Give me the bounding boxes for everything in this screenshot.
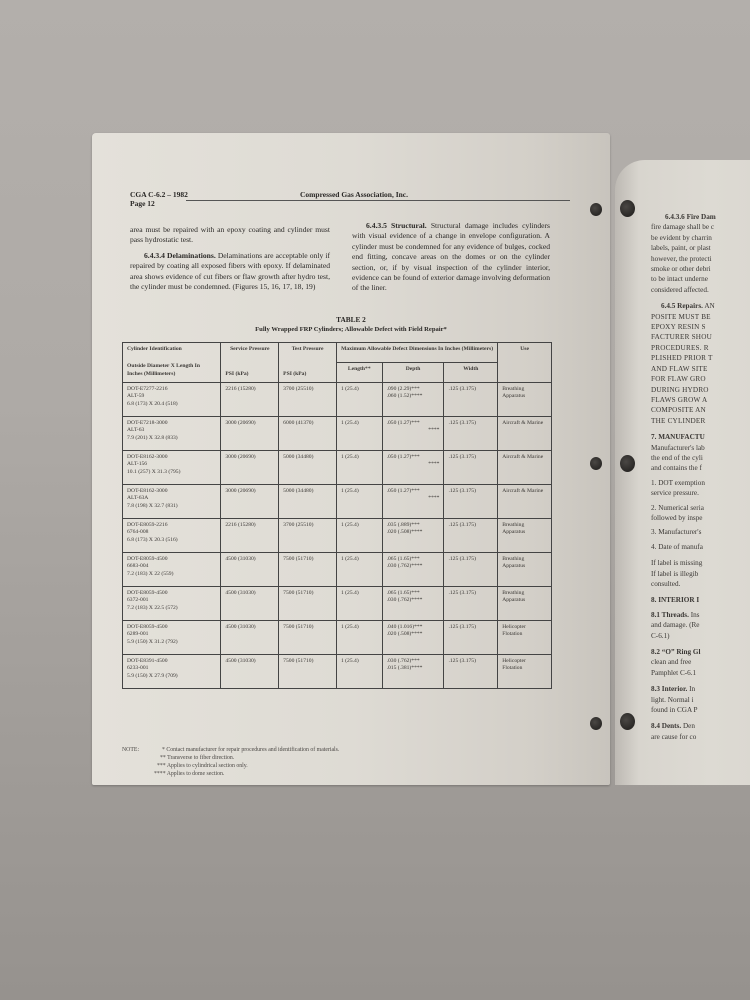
table-row [123,586,552,620]
cell-service: 2216 (15280) [221,382,279,416]
cell-depth: .050 (1.27)*** **** [382,416,444,450]
table-caption: Fully Wrapped FRP Cylinders; Allowable Defect with Field Repair* [255,326,447,333]
document-page-right [615,160,750,785]
defects-table [122,342,552,689]
col-header-depth: Depth [382,362,444,382]
punch-hole-icon [620,200,635,217]
cell-depth: .065 (1.65)*** .030 (.762)**** [382,586,444,620]
cell-depth: .065 (1.65)*** .030 (.762)**** [382,552,444,586]
section-heading: 8. INTERIOR I [651,596,700,605]
paragraph-delaminations: 6.4.3.4 Delaminations. Delaminations are acceptable only if repaired by coating all exposed fibers with epoxy. If delaminated area shows evidence of cut fibers or flaw growth after hydro test, the cylinder must be condemned. (Figures 15, 16, 17, 18, 19) [130,250,330,292]
right-page-text: 6.4.3.6 Fire Dam fire damage shall be c be evident by charrin labels, paint, or plast however, the protecti smoke or other debri to be intact underne considered affected. 6.4.5 Repairs. AN POSITE MUST BE EPOXY RESIN S FACTURER SHOU PROCEDURES. R PLISHED PRIOR T AND FLAW SITE FOR FLAW GRO DURING HYDRO FLAWS GROW A COMPOSITE AN THE CYLINDER 7. MANUFACTU Manufacturer's lab the end of the cyli and contains the f 1. DOT exemption service pressure. 2. Numerical seria followed by inspe 3. Manufacturer's 4. Date of manufa If label is missing If label is illegib consulted. 8. INTERIOR I 8.1 Threads. Ins and damage. (Re C-6.1) 8.2 “O” Ring Gl clean and free Pamphlet C-6.1 8.3 Interior. In light. Normal i found in CGA P 8.4 Dents. Den are cause for co [651,212,750,742]
cell-test: 7500 (51710) [279,552,337,586]
cell-cylinder-id: DOT-E8059-4500 6289-001 5.9 (150) X 31.2 (792) [123,620,221,654]
cell-depth: .030 (.762)*** .015 (.381)**** [382,654,444,688]
punch-hole-icon [590,457,602,470]
table-row [123,416,552,450]
cell-use: Breathing Apparatus [498,382,552,416]
cell-length: 1 (25.4) [336,552,382,586]
cell-depth: .050 (1.27)*** **** [382,484,444,518]
table-row [123,518,552,552]
cell-service: 4500 (31030) [221,654,279,688]
document-page-left [92,133,610,785]
cell-width: .125 (3.175) [444,484,498,518]
paragraph: area must be repaired with an epoxy coating and cylinder must pass hydrostatic test. [130,225,330,245]
col-header-length: Length** [336,362,382,382]
note-item: *** Applies to cylindrical section only. [157,763,248,769]
punch-hole-icon [620,455,635,472]
cell-test: 3700 (25510) [279,382,337,416]
note-item: * Contact manufacturer for repair procedures and identification of materials. [162,747,340,753]
cell-test: 7500 (51710) [279,586,337,620]
cell-cylinder-id: DOT-E8391-4500 6233-001 5.9 (150) X 27.9 (709) [123,654,221,688]
cell-test: 5000 (34480) [279,450,337,484]
cell-cylinder-id: DOT-E8162-3000 ALT-156 10.1 (257) X 31.3 (795) [123,450,221,484]
doc-id: CGA C-6.2 – 1982 [130,190,188,199]
table-row [123,620,552,654]
punch-hole-icon [620,713,635,730]
cell-width: .125 (3.175) [444,552,498,586]
table-row [123,654,552,688]
cell-depth: .040 (1.016)*** .020 (.508)**** [382,620,444,654]
col-header-test-pressure: Test Pressure PSI (kPa) [279,343,337,383]
col-header-cylinder-id: Cylinder Identification Outside Diameter X Length In Inches (Millimeters) [123,343,221,383]
cell-width: .125 (3.175) [444,450,498,484]
cell-test: 6000 (41370) [279,416,337,450]
cell-length: 1 (25.4) [336,450,382,484]
note-item: **** Applies to dome section. [154,771,225,777]
cell-use: Aircraft & Marine [498,416,552,450]
cell-cylinder-id: DOT-E8059-4500 6372-001 7.2 (183) X 22.5 (572) [123,586,221,620]
cell-test: 5000 (34480) [279,484,337,518]
section-heading: 7. MANUFACTU [651,433,705,442]
cell-depth: .090 (2.29)*** .060 (1.52)**** [382,382,444,416]
punch-hole-icon [590,203,602,216]
cell-cylinder-id: DOT-E8162-3000 ALT-63A 7.8 (198) X 32.7 (831) [123,484,221,518]
cell-length: 1 (25.4) [336,416,382,450]
table-row [123,484,552,518]
cell-service: 4500 (31030) [221,552,279,586]
section-heading: 6.4.3.6 Fire Dam [665,213,716,221]
cell-length: 1 (25.4) [336,620,382,654]
table-row [123,382,552,416]
cell-service: 3000 (20690) [221,484,279,518]
cell-width: .125 (3.175) [444,654,498,688]
cell-test: 3700 (25510) [279,518,337,552]
cell-width: .125 (3.175) [444,416,498,450]
cell-cylinder-id: DOT-E8059-4500 6683-004 7.2 (183) X 22 (559) [123,552,221,586]
cell-service: 4500 (31030) [221,586,279,620]
text-column-1 [130,225,330,297]
cell-use: Breathing Apparatus [498,586,552,620]
paragraph-repairs: 6.4.5 Repairs. AN [661,302,715,311]
cell-use: Breathing Apparatus [498,518,552,552]
table-label: TABLE 2 [336,315,366,324]
publisher-name: Compressed Gas Association, Inc. [300,190,408,199]
section-heading: 6.4.3.4 Delaminations. [144,250,216,260]
cell-use: Aircraft & Marine [498,484,552,518]
cell-cylinder-id: DOT-E8059-2216 6764-008 6.8 (173) X 20.3 (516) [123,518,221,552]
cell-use: Breathing Apparatus [498,552,552,586]
cell-width: .125 (3.175) [444,620,498,654]
cell-length: 1 (25.4) [336,586,382,620]
cell-test: 7500 (51710) [279,620,337,654]
cell-cylinder-id: DOT-E7218-3000 ALT-63 7.9 (201) X 32.8 (833) [123,416,221,450]
cell-length: 1 (25.4) [336,518,382,552]
cell-width: .125 (3.175) [444,586,498,620]
col-header-width: Width [444,362,498,382]
cell-service: 3000 (20690) [221,450,279,484]
paragraph-structural: 6.4.3.5 Structural. Structural damage includes cylinders with visual evidence of a change in envelope configuration. A cylinder must be condemned for any evidence of bulges, cocked end fitting, concave areas on the domes or on the cylinder section, or, if by visual inspection of the cylinder interior, evidence can be found of exterior damage involving deformation of the liner. [352,221,550,293]
note-item: ** Transverse to fiber direction. [160,755,235,761]
cell-use: Aircraft & Marine [498,450,552,484]
table-row [123,552,552,586]
col-header-service-pressure: Service Pressure PSI (kPa) [221,343,279,383]
cell-width: .125 (3.175) [444,382,498,416]
cell-use: Helicopter Flotation [498,654,552,688]
cell-length: 1 (25.4) [336,382,382,416]
cell-cylinder-id: DOT-E7277-2216 ALT-59 6.8 (173) X 20.4 (518) [123,382,221,416]
doc-id-block [130,190,188,208]
cell-length: 1 (25.4) [336,654,382,688]
punch-hole-icon [590,717,602,730]
section-heading: 6.4.3.5 Structural. [366,221,427,230]
cell-test: 7500 (51710) [279,654,337,688]
table-row [123,450,552,484]
cell-depth: .035 (.889)*** .020 (.508)**** [382,518,444,552]
cell-service: 2216 (15280) [221,518,279,552]
notes-list [152,746,339,778]
cell-depth: .050 (1.27)*** **** [382,450,444,484]
col-header-use: Use [498,343,552,383]
cell-service: 3000 (20690) [221,416,279,450]
text-column-2 [352,221,550,299]
col-header-max-defect: Maximum Allowable Defect Dimensions In Inches (Millimeters) [336,343,497,363]
cell-length: 1 (25.4) [336,484,382,518]
cell-width: .125 (3.175) [444,518,498,552]
header-rule [186,200,570,201]
page-number: Page 12 [130,199,155,208]
notes-label: NOTE: [122,747,140,753]
cell-use: Helicopter Flotation [498,620,552,654]
cell-service: 4500 (31030) [221,620,279,654]
